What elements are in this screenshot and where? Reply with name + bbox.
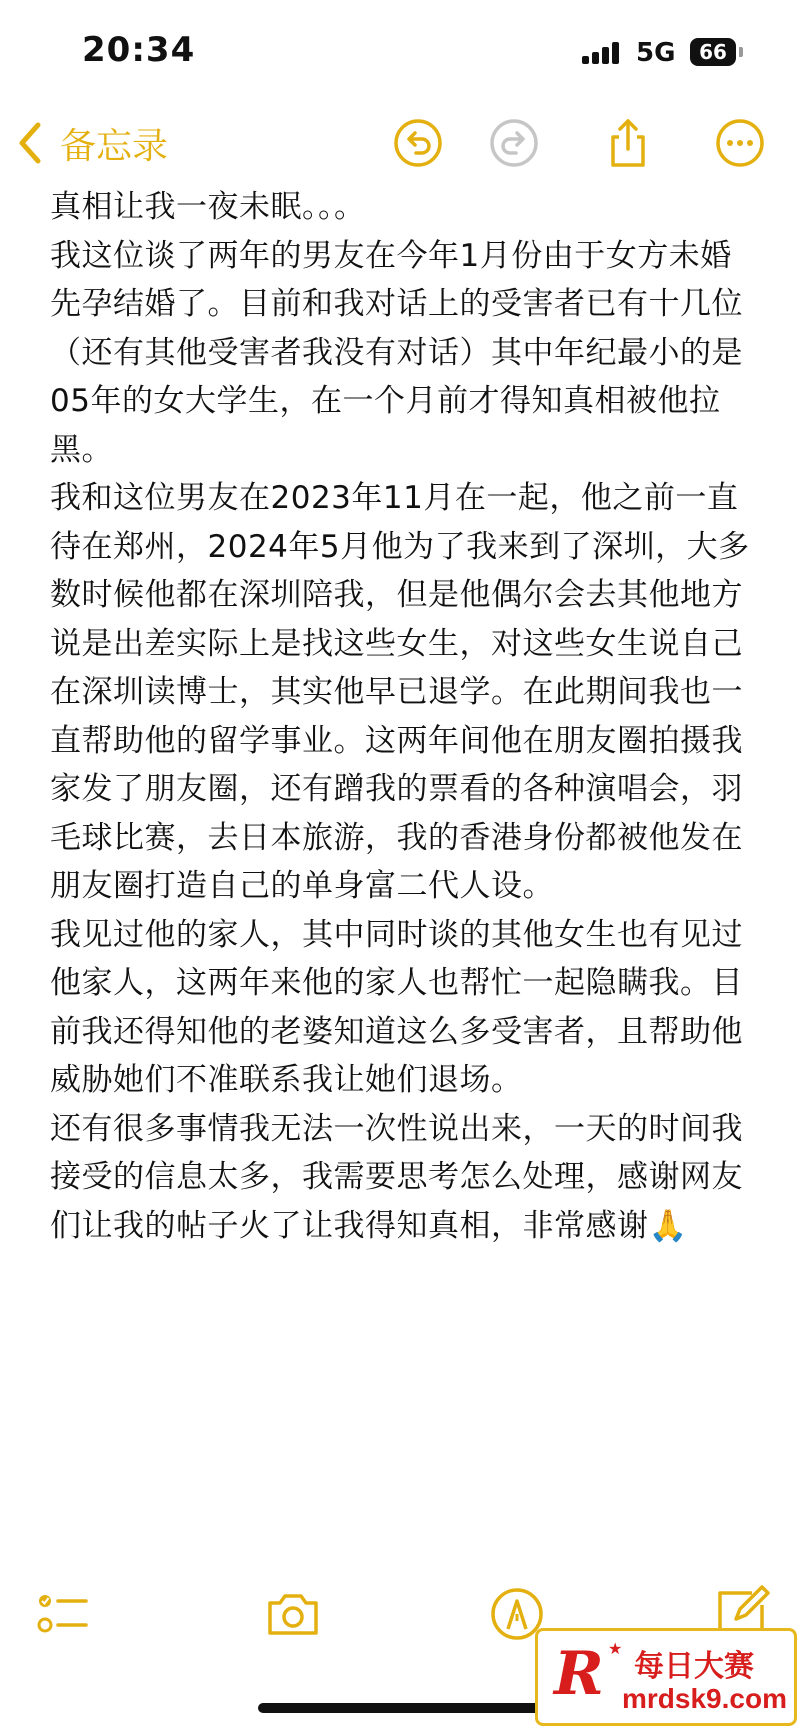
battery-icon: 66: [690, 38, 736, 66]
star-icon: ★: [608, 1639, 623, 1658]
back-label: 备忘录: [60, 125, 169, 167]
note-paragraph: 我见过他的家人，其中同时谈的其他女生也有见过他家人，这两年来他的家人也帮忙一起隐瞒我。目前我还得知他的老婆知道这么多受害者，且帮助他威胁她们不准联系我让她们退场。: [50, 916, 743, 1098]
status-bar: [0, 0, 800, 100]
more-icon[interactable]: [714, 117, 766, 169]
watermark-logo: [535, 1628, 797, 1726]
share-icon[interactable]: [602, 117, 654, 169]
note-paragraph: 我这位谈了两年的男友在今年1月份由于女方未婚先孕结婚了。目前和我对话上的受害者已有十几位（还有其他受害者我没有对话）其中年纪最小的是05年的女大学生，在一个月前才得知真相被他拉黑。: [50, 237, 743, 468]
network-type: 5G: [636, 38, 676, 68]
signal-icon: [582, 40, 626, 64]
battery-cap: [739, 47, 743, 57]
status-time: 20:34: [82, 30, 196, 70]
back-button[interactable]: [14, 113, 168, 173]
note-body[interactable]: [50, 183, 750, 1250]
home-indicator: [258, 1703, 542, 1713]
note-paragraph: 真相让我一夜未眠。。。: [50, 189, 366, 225]
redo-icon[interactable]: [488, 117, 540, 169]
note-paragraph: 我和这位男友在2023年11月在一起，他之前一直待在郑州，2024年5月他为了我来到了深圳，大多数时候他都在深圳陪我，但是他偶尔会去其他地方说是出差实际上是找这些女生，对这些女生说自己在深圳读博士，其实他早已退学。在此期间我也一直帮助他的留学事业。这两年间他在朋友圈拍摄我家发了朋友圈，还有蹭我的票看的各种演唱会，羽毛球比赛，去日本旅游，我的香港身份都被他发在朋友圈打造自己的单身富二代人设。: [50, 480, 750, 904]
nav-bar: [0, 105, 800, 185]
undo-icon[interactable]: [392, 117, 444, 169]
watermark-r-logo: R: [554, 1639, 604, 1709]
chevron-left-icon: [14, 121, 46, 165]
camera-icon[interactable]: [264, 1585, 322, 1643]
watermark-title: 每日大赛: [634, 1649, 754, 1684]
checklist-icon[interactable]: [34, 1585, 92, 1643]
note-paragraph: 还有很多事情我无法一次性说出来，一天的时间我接受的信息太多，我需要思考怎么处理，感谢网友们让我的帖子火了让我得知真相，非常感谢🙏: [50, 1110, 743, 1244]
watermark-url: mrdsk9.com: [622, 1683, 787, 1714]
